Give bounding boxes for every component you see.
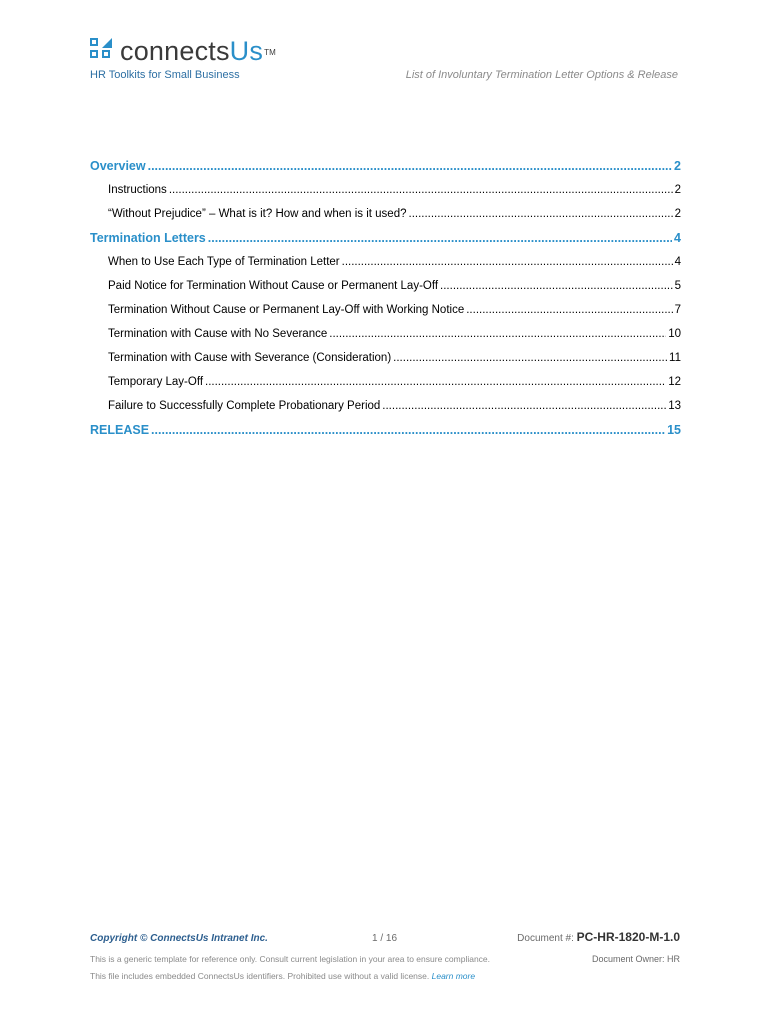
table-of-contents: [90, 154, 681, 442]
toc-entry-label: Termination Letters: [90, 231, 206, 245]
document-title: List of Involuntary Termination Letter Options & Release: [405, 69, 678, 81]
toc-heading-entry[interactable]: [90, 418, 681, 442]
toc-subentry[interactable]: [90, 298, 681, 322]
toc-entry-label: Paid Notice for Termination Without Cause or Permanent Lay-Off: [108, 280, 439, 292]
toc-subentry[interactable]: [90, 322, 681, 346]
toc-entry-label: When to Use Each Type of Termination Letter: [108, 256, 340, 268]
toc-entry-label: RELEASE: [90, 423, 150, 437]
toc-leader-dots: [205, 370, 666, 394]
page-indicator: 1 / 16: [372, 933, 398, 944]
toc-subentry[interactable]: [90, 178, 681, 202]
learn-more-link[interactable]: Learn more: [431, 971, 476, 981]
connectsus-logo: [90, 36, 276, 66]
toc-leader-dots: [382, 394, 666, 418]
toc-leader-dots: [466, 298, 672, 322]
toc-leader-dots: [208, 226, 672, 250]
toc-subentry[interactable]: [90, 370, 681, 394]
toc-entry-page: 4: [674, 231, 681, 245]
toc-entry-page: 2: [674, 159, 681, 173]
toc-leader-dots: [342, 250, 673, 274]
logo-squares-icon: [90, 38, 114, 64]
footer-copyright: Copyright © ConnectsUs Intranet Inc.: [90, 933, 268, 944]
toc-subentry[interactable]: [90, 346, 681, 370]
toc-leader-dots: [329, 322, 666, 346]
toc-entry-page: 5: [674, 280, 681, 292]
toc-entry-label: Failure to Successfully Complete Probationary Period: [108, 400, 381, 412]
toc-subentry[interactable]: [90, 202, 681, 226]
toc-heading-entry[interactable]: [90, 226, 681, 250]
toc-leader-dots: [393, 346, 667, 370]
toc-entry-page: 12: [668, 376, 681, 388]
toc-leader-dots: [169, 178, 673, 202]
footer-license: This file includes embedded ConnectsUs identifiers. Prohibited use without a valid license. Learn more: [90, 971, 476, 981]
toc-entry-page: 7: [674, 304, 681, 316]
toc-entry-page: 10: [668, 328, 681, 340]
document-number: Document #: PC-HR-1820-M-1.0: [517, 930, 680, 944]
document-owner: Document Owner: HR: [591, 954, 680, 964]
toc-entry-label: Termination Without Cause or Permanent Lay-Off with Working Notice: [108, 304, 465, 316]
toc-entry-page: 4: [674, 256, 681, 268]
toc-entry-label: Termination with Cause with Severance (Consideration): [108, 352, 392, 364]
toc-entry-label: Instructions: [108, 184, 167, 196]
toc-entry-page: 2: [674, 184, 681, 196]
toc-subentry[interactable]: [90, 250, 681, 274]
toc-entry-page: 11: [669, 352, 681, 364]
toc-leader-dots: [440, 274, 673, 298]
logo-wordmark: connectsUs™: [120, 36, 277, 66]
footer-disclaimer: This is a generic template for reference only. Consult current legislation in your area to ensure compliance.: [90, 954, 491, 964]
toc-entry-label: Temporary Lay-Off: [108, 376, 204, 388]
toc-entry-page: 2: [674, 208, 681, 220]
toc-heading-entry[interactable]: [90, 154, 681, 178]
toc-entry-label: Overview: [90, 159, 146, 173]
toc-subentry[interactable]: [90, 274, 681, 298]
toc-entry-page: 13: [668, 400, 681, 412]
toc-leader-dots: [409, 202, 673, 226]
toc-subentry[interactable]: [90, 394, 681, 418]
tagline: HR Toolkits for Small Business: [90, 69, 240, 81]
toc-entry-label: “Without Prejudice” – What is it? How and when is it used?: [108, 208, 407, 220]
toc-leader-dots: [148, 154, 672, 178]
toc-leader-dots: [151, 418, 665, 442]
toc-entry-label: Termination with Cause with No Severance: [108, 328, 328, 340]
toc-entry-page: 15: [667, 423, 681, 437]
